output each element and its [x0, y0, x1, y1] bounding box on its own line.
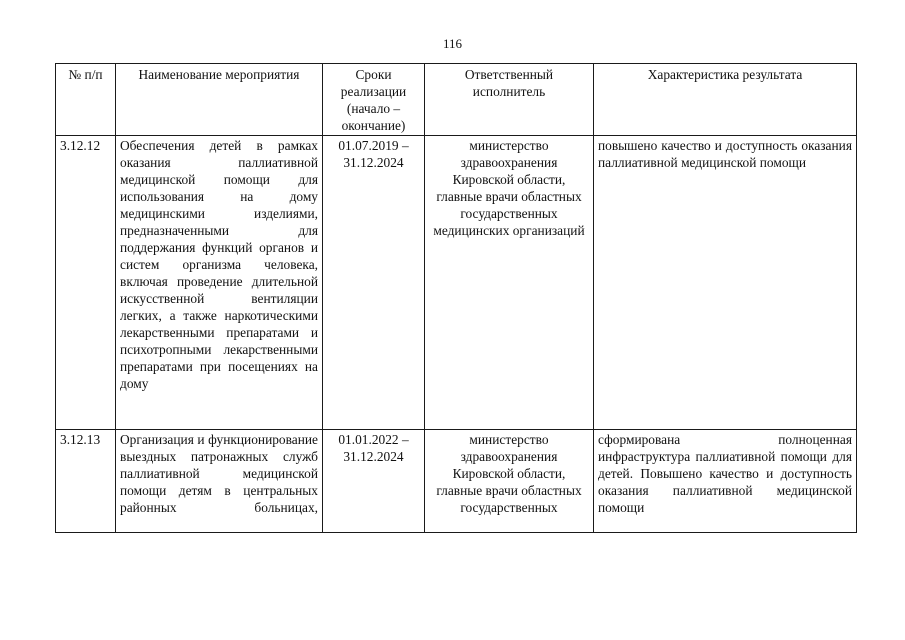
measure-name: Организация и функционирование выездных патронажных служб паллиативной медицинской помощи детям в центральных районных больницах,: [116, 430, 323, 533]
table-header-row: [56, 64, 857, 136]
result-description: сформирована полноценная инфраструктура паллиативной помощи для детей. Повышено качество и доступность оказания паллиативной медицинской помощи: [594, 430, 857, 533]
row-number: 3.12.12: [56, 136, 116, 430]
header-dates: Сроки реализации (начало – окончание): [323, 64, 425, 136]
measures-table: [55, 63, 857, 533]
responsible-executor: министерство здравоохранения Кировской области, главные врачи областных государственных медицинских организаций: [425, 136, 594, 430]
responsible-executor: министерство здравоохранения Кировской области, главные врачи областных государственных: [425, 430, 594, 533]
table-row: [56, 136, 857, 430]
result-description: повышено качество и доступность оказания паллиативной медицинской помощи: [594, 136, 857, 430]
header-responsible: Ответственный исполнитель: [425, 64, 594, 136]
page-number: 116: [442, 36, 463, 51]
header-result: Характеристика результата: [594, 64, 857, 136]
implementation-dates: 01.07.2019 – 31.12.2024: [323, 136, 425, 430]
row-number: 3.12.13: [56, 430, 116, 533]
table-row: [56, 430, 857, 533]
measure-name: Обеспечения детей в рамках оказания паллиативной медицинской помощи для использования на дому медицинскими изделиями, предназначенными для поддержания функций органов и систем организма человека, включая проведение длительной искусственной вентиляции легких, а также наркотическими лекарственными препаратами и психотропными лекарственными препаратами при посещениях на дому: [116, 136, 323, 430]
header-name: Наименование мероприятия: [116, 64, 323, 136]
header-num: № п/п: [56, 64, 116, 136]
implementation-dates: 01.01.2022 – 31.12.2024: [323, 430, 425, 533]
